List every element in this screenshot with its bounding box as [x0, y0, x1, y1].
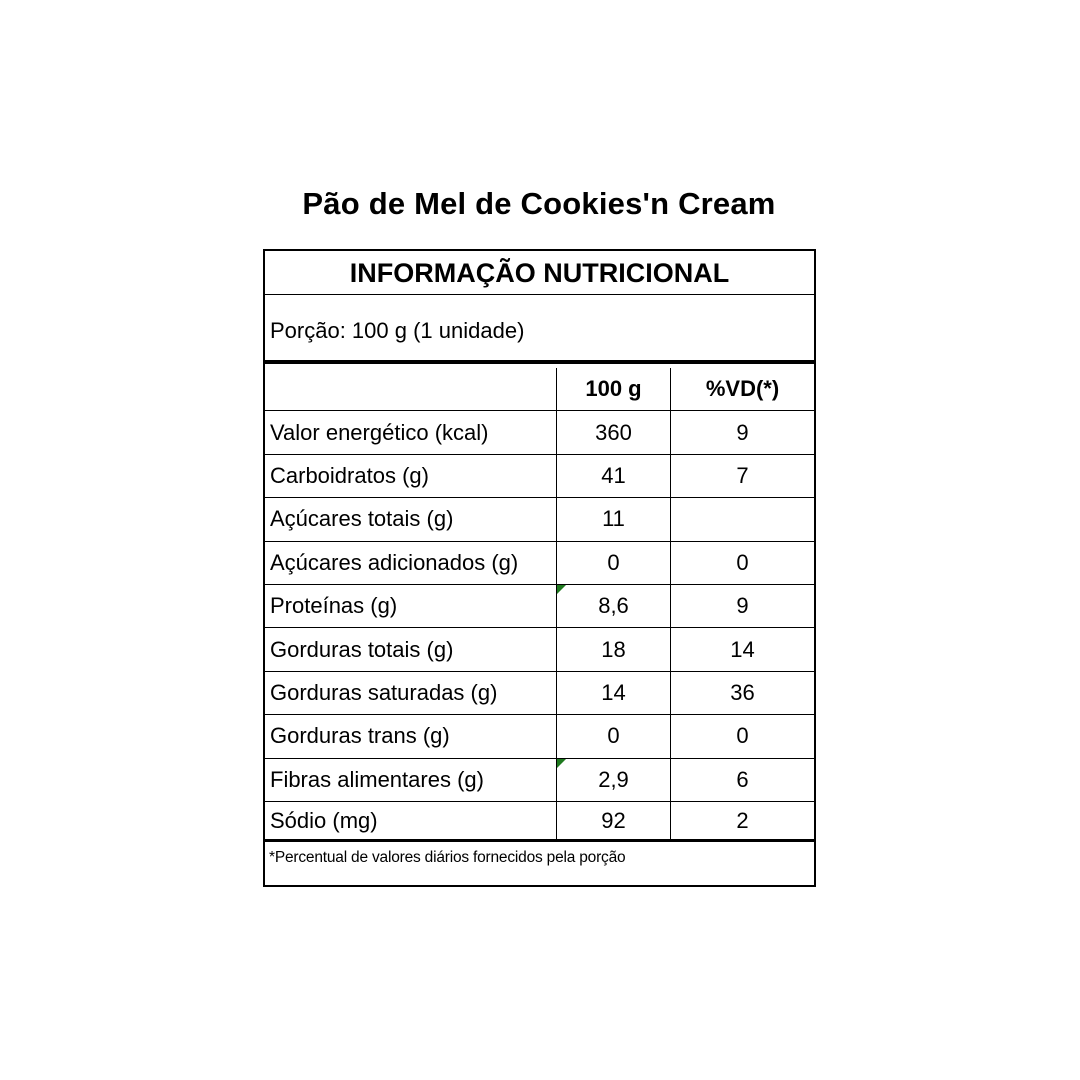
- nutrient-daily-value: [671, 498, 814, 540]
- nutrient-name: Açúcares totais (g): [265, 498, 557, 540]
- nutrient-name: Sódio (mg): [265, 802, 557, 839]
- nutrient-daily-value: 7: [736, 462, 749, 488]
- nutrient-name: Açúcares adicionados (g): [265, 542, 557, 584]
- cell-comment-marker: [557, 585, 566, 594]
- footnote: *Percentual de valores diários fornecidos pela porção: [269, 849, 626, 866]
- nutrient-amount: [557, 759, 671, 801]
- cell-comment-marker: [557, 759, 566, 768]
- nutrient-name: Gorduras totais (g): [265, 628, 557, 670]
- nutrient-daily-value: 9: [736, 593, 749, 619]
- column-header-amount: 100 g: [557, 368, 671, 410]
- nutrient-amount-value: 8,6: [598, 593, 629, 619]
- nutrient-daily-value: 0: [736, 723, 749, 749]
- table-row: [265, 585, 814, 628]
- nutrient-amount: [557, 585, 671, 627]
- nutrient-name: Fibras alimentares (g): [265, 759, 557, 801]
- nutrient-daily-value: 9: [736, 419, 749, 445]
- nutrient-name: Gorduras trans (g): [265, 715, 557, 757]
- table-row: [265, 498, 814, 541]
- nutrient-amount: 0: [557, 542, 671, 584]
- product-title: Pão de Mel de Cookies'n Cream: [302, 186, 776, 221]
- nutrient-amount: 18: [557, 628, 671, 670]
- table-row: [265, 455, 814, 498]
- table-row: [265, 802, 814, 839]
- nutrient-daily-value: 2: [736, 807, 749, 833]
- nutrient-daily-value: 14: [730, 636, 755, 662]
- table-heading: INFORMAÇÃO NUTRICIONAL: [265, 251, 814, 295]
- nutrient-daily-value: 36: [730, 679, 755, 705]
- portion-row: [265, 294, 814, 364]
- nutrient-daily-value: 6: [736, 766, 749, 792]
- nutrient-amount: 92: [557, 802, 671, 839]
- column-header-daily-value: %VD(*): [705, 376, 780, 402]
- table-row: [265, 411, 814, 454]
- nutrient-amount-value: 2,9: [598, 766, 629, 792]
- nutrient-daily-value: 0: [736, 549, 749, 575]
- column-header-row: [265, 368, 814, 411]
- nutrient-amount: 14: [557, 672, 671, 714]
- nutrient-name: Proteínas (g): [265, 585, 557, 627]
- nutrient-amount: 360: [557, 411, 671, 453]
- nutrient-amount: 0: [557, 715, 671, 757]
- nutrient-amount: 11: [557, 498, 671, 540]
- nutrition-facts-table: [263, 249, 816, 887]
- table-row: [265, 715, 814, 758]
- nutrient-name: Carboidratos (g): [265, 455, 557, 497]
- nutrient-amount: 41: [557, 455, 671, 497]
- nutrient-name: Valor energético (kcal): [265, 411, 557, 453]
- nutrient-grid: [265, 368, 814, 842]
- table-row: [265, 759, 814, 802]
- table-row: [265, 672, 814, 715]
- portion-text: Porção: 100 g (1 unidade): [270, 318, 525, 343]
- table-row: [265, 542, 814, 585]
- nutrient-name: Gorduras saturadas (g): [265, 672, 557, 714]
- column-header-nutrient: [265, 368, 557, 410]
- table-row: [265, 628, 814, 671]
